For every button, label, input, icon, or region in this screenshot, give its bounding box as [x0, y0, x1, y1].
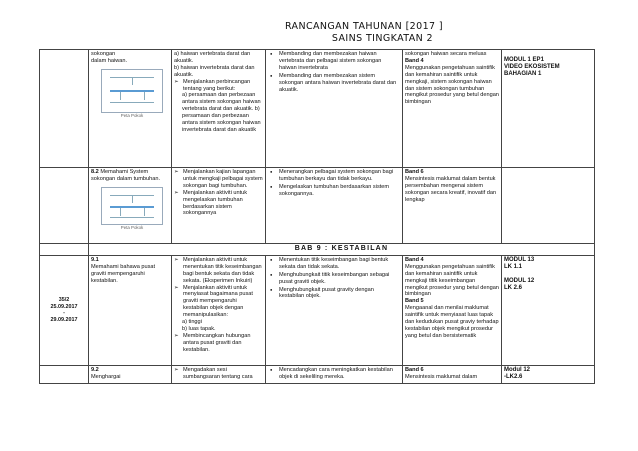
band-label: Band 6 [405, 169, 424, 175]
activity-cell: ➢ Menjalankan aktiviti untuk menentukan titik keseimbangan bagi bentuk sekata dan tidak sekata. (Eksperimen Inkuiri) ➢ Menjalankan aktiviti untuk menyiasat bagaimana pusat graviti mempengaruhi kestabilan objek dengan memanipulasikan: a) tinggi b) luas tapak. ➢ Membincangkan hubungan antara pusat graviti dan kestabilan. [172, 255, 266, 365]
list-item: ● Menentukan titik keseimbangan bagi bentuk sekata dan tidak sekata. [268, 257, 400, 271]
table-row [40, 255, 595, 365]
list-item: ● Menghubungkait pusat gravity dengan kestabilan objek. [268, 287, 400, 301]
activity-cell [172, 365, 266, 383]
list-item: ● Mencadangkan cara meningkatkan kestabilan objek di sekeliling mereka. [268, 367, 400, 381]
list-item: ● Menerangkan pelbagai system sokongan bagi tumbuhan berkayu dan tidak berkayu. [268, 169, 400, 183]
band-label: Band 5 [405, 298, 424, 305]
activity-list [174, 367, 263, 381]
performance-cell: Band 6 Mensintesis maklumat dalam [403, 365, 502, 383]
standard-cell: 8.2 Memahami System sokongan dalam tumbuhan. Peta Pokok [89, 168, 172, 244]
tree-map-thumbnail: Peta Pokok [101, 69, 163, 113]
objective-cell [266, 50, 403, 168]
annual-plan-table [39, 49, 595, 384]
list-item: ➢ Menjalankan aktiviti untuk mengelaskan tumbuhan berdasarkan sistem sokongannya [174, 190, 263, 218]
list-item: ➢ Membincangkan hubungan antara pusat graviti dan kestabilan. [174, 333, 263, 354]
band-label: Band 6 [405, 366, 424, 373]
objective-list [268, 169, 400, 198]
resource-cell: MODUL 1 EP1 VIDEO EKOSISTEM BAHAGIAN 1 [502, 50, 595, 168]
band-label: Band 4 [405, 256, 424, 263]
activity-cell: a) haiwan vertebrata darat dan akuatik. b) haiwan invertebrata darat dan akuatik. ➢ Menjalankan perbincangan tentang yang berikut: a) persamaan dan perbezaan antara sistem sokongan haiwan vertebrata darat dan akuatik. b) persamaan dan perbezaan antara sistem sokongan haiwan invertebrata darat dan akuatik [172, 50, 266, 168]
standard-cell: 9.1 Memahami bahawa pusat graviti mempengaruhi kestabilan. [89, 255, 172, 365]
week-cell: 35/2 25.09.2017 - 29.09.2017 [40, 255, 89, 365]
performance-cell: sokongan haiwan secara meluas Band 4 Menggunakan pengetahuan saintifik dan kemahiran saintifik untuk mengkaji, sistem sokongan haiwan dan sistem sokongan tumbuhan mengikut prosedur yang betul dengan bimbingan [403, 50, 502, 168]
objective-cell [266, 255, 403, 365]
list-item: ➢ Menjalankan aktiviti untuk menentukan titik keseimbangan bagi bentuk sekata dan tidak sekata. (Eksperimen Inkuiri) [174, 257, 263, 285]
list-item: ➢ Menjalankan perbincangan tentang yang berikut: [174, 79, 263, 93]
list-item: ● Mengelaskan tumbuhan berdasarkan sistem sokongannya. [268, 184, 400, 198]
week-cell [40, 365, 89, 383]
resource-cell: Modul 12 -LK2.6 [502, 365, 595, 383]
list-item: ● Membanding dan membezakan haiwan vertebrata dan pelbagai sistem sokongan haiwan invertebrata [268, 51, 400, 72]
objective-cell [266, 365, 403, 383]
activity-list [174, 257, 263, 319]
chapter-title: BAB 9 : KESTABILAN [89, 244, 595, 256]
table-row [40, 50, 595, 168]
page-header [0, 0, 638, 50]
band-label: Band 4 [405, 57, 424, 64]
activity-list [174, 169, 263, 217]
chapter-row [40, 244, 595, 256]
table-row [40, 365, 595, 383]
resource-cell [502, 168, 595, 244]
performance-cell: Band 4 Menggunakan pengetahuan saintifik dan kemahiran saintifik untuk mengkaji titik keseimbangan mengikut prosedur yang betul dengan bimbingan Band 5 Mengaanal dan menilai maklumat saintifik untuk menyiasat luas tapak dan kedudukan pusat graviy terhadap kestabilan objek mengikut prosedur yang betul dan bersistematik [403, 255, 502, 365]
week-cell [40, 50, 89, 168]
document-subtitle: SAINS TINGKATAN 2 [331, 33, 433, 44]
activity-cell [172, 168, 266, 244]
list-item: ➢ Mengadakan sesi sumbangsaran tentang cara [174, 367, 263, 381]
week-cell [40, 168, 89, 244]
performance-cell: Band 6 Mensintesis maklumat dalam bentuk persembahan mengenai sistem sokongan secara kreatif, inovatif dan lengkap [403, 168, 502, 244]
activity-list [174, 79, 263, 93]
standard-cell: 9.2 Menghargai [89, 365, 172, 383]
list-item: ● Menghubungkait titik keseimbangan sebagai pusat graviti objek. [268, 272, 400, 286]
week-cell [40, 244, 89, 256]
list-item: ➢ Menjalankan aktiviti untuk menyiasat bagaimana pusat graviti mempengaruhi kestabilan objek dengan memanipulasikan: [174, 285, 263, 320]
table-row [40, 168, 595, 244]
standard-cell: sokongan dalam haiwan. Peta Pokok [89, 50, 172, 168]
objective-list [268, 257, 400, 300]
resource-cell: MODUL 13 LK 1.1 MODUL 12 LK 2.6 [502, 255, 595, 365]
list-item: ➢ Menjalankan kajian lapangan untuk mengkaji pelbagai system sokongan bagi tumbuhan. [174, 169, 263, 190]
objective-list [268, 367, 400, 381]
objective-cell [266, 168, 403, 244]
objective-list [268, 51, 400, 93]
document-title: RANCANGAN TAHUNAN [2017 ] [284, 21, 443, 32]
list-item: ● Membanding dan membezakan sistem sokongan antara haiwan invertebrata darat dan akuatik. [268, 73, 400, 94]
tree-map-thumbnail: Peta Pokok [101, 187, 163, 225]
